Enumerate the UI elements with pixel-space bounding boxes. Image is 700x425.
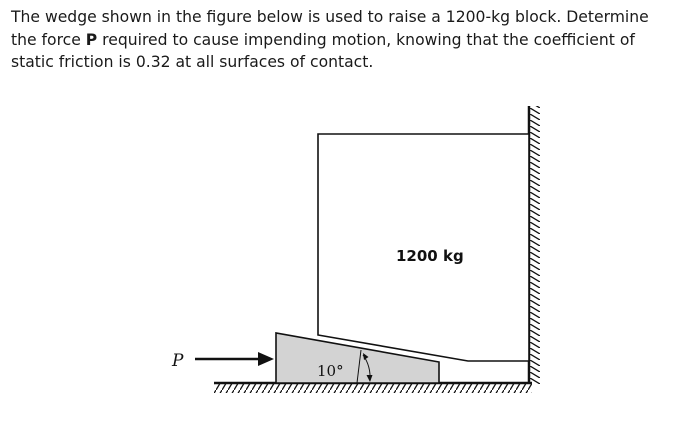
- angle-label: 10°: [317, 362, 344, 380]
- force-symbol-text: P: [85, 30, 98, 49]
- problem-line-3: static friction is 0.32 at all surfaces of contact.: [11, 53, 374, 71]
- wall-hatching: [529, 106, 540, 384]
- problem-line-2-end: required to cause impending motion, knowing that the coefficient of: [97, 30, 635, 49]
- force-label: P: [172, 351, 184, 371]
- mass-label: 1200 kg: [396, 247, 464, 265]
- problem-line-2-start: the force: [11, 30, 86, 49]
- problem-line-1: The wedge shown in the figure below is used to raise a 1200-kg block. Determine: [11, 8, 649, 26]
- force-arrow-head: [258, 352, 274, 366]
- floor-hatching: [214, 383, 532, 393]
